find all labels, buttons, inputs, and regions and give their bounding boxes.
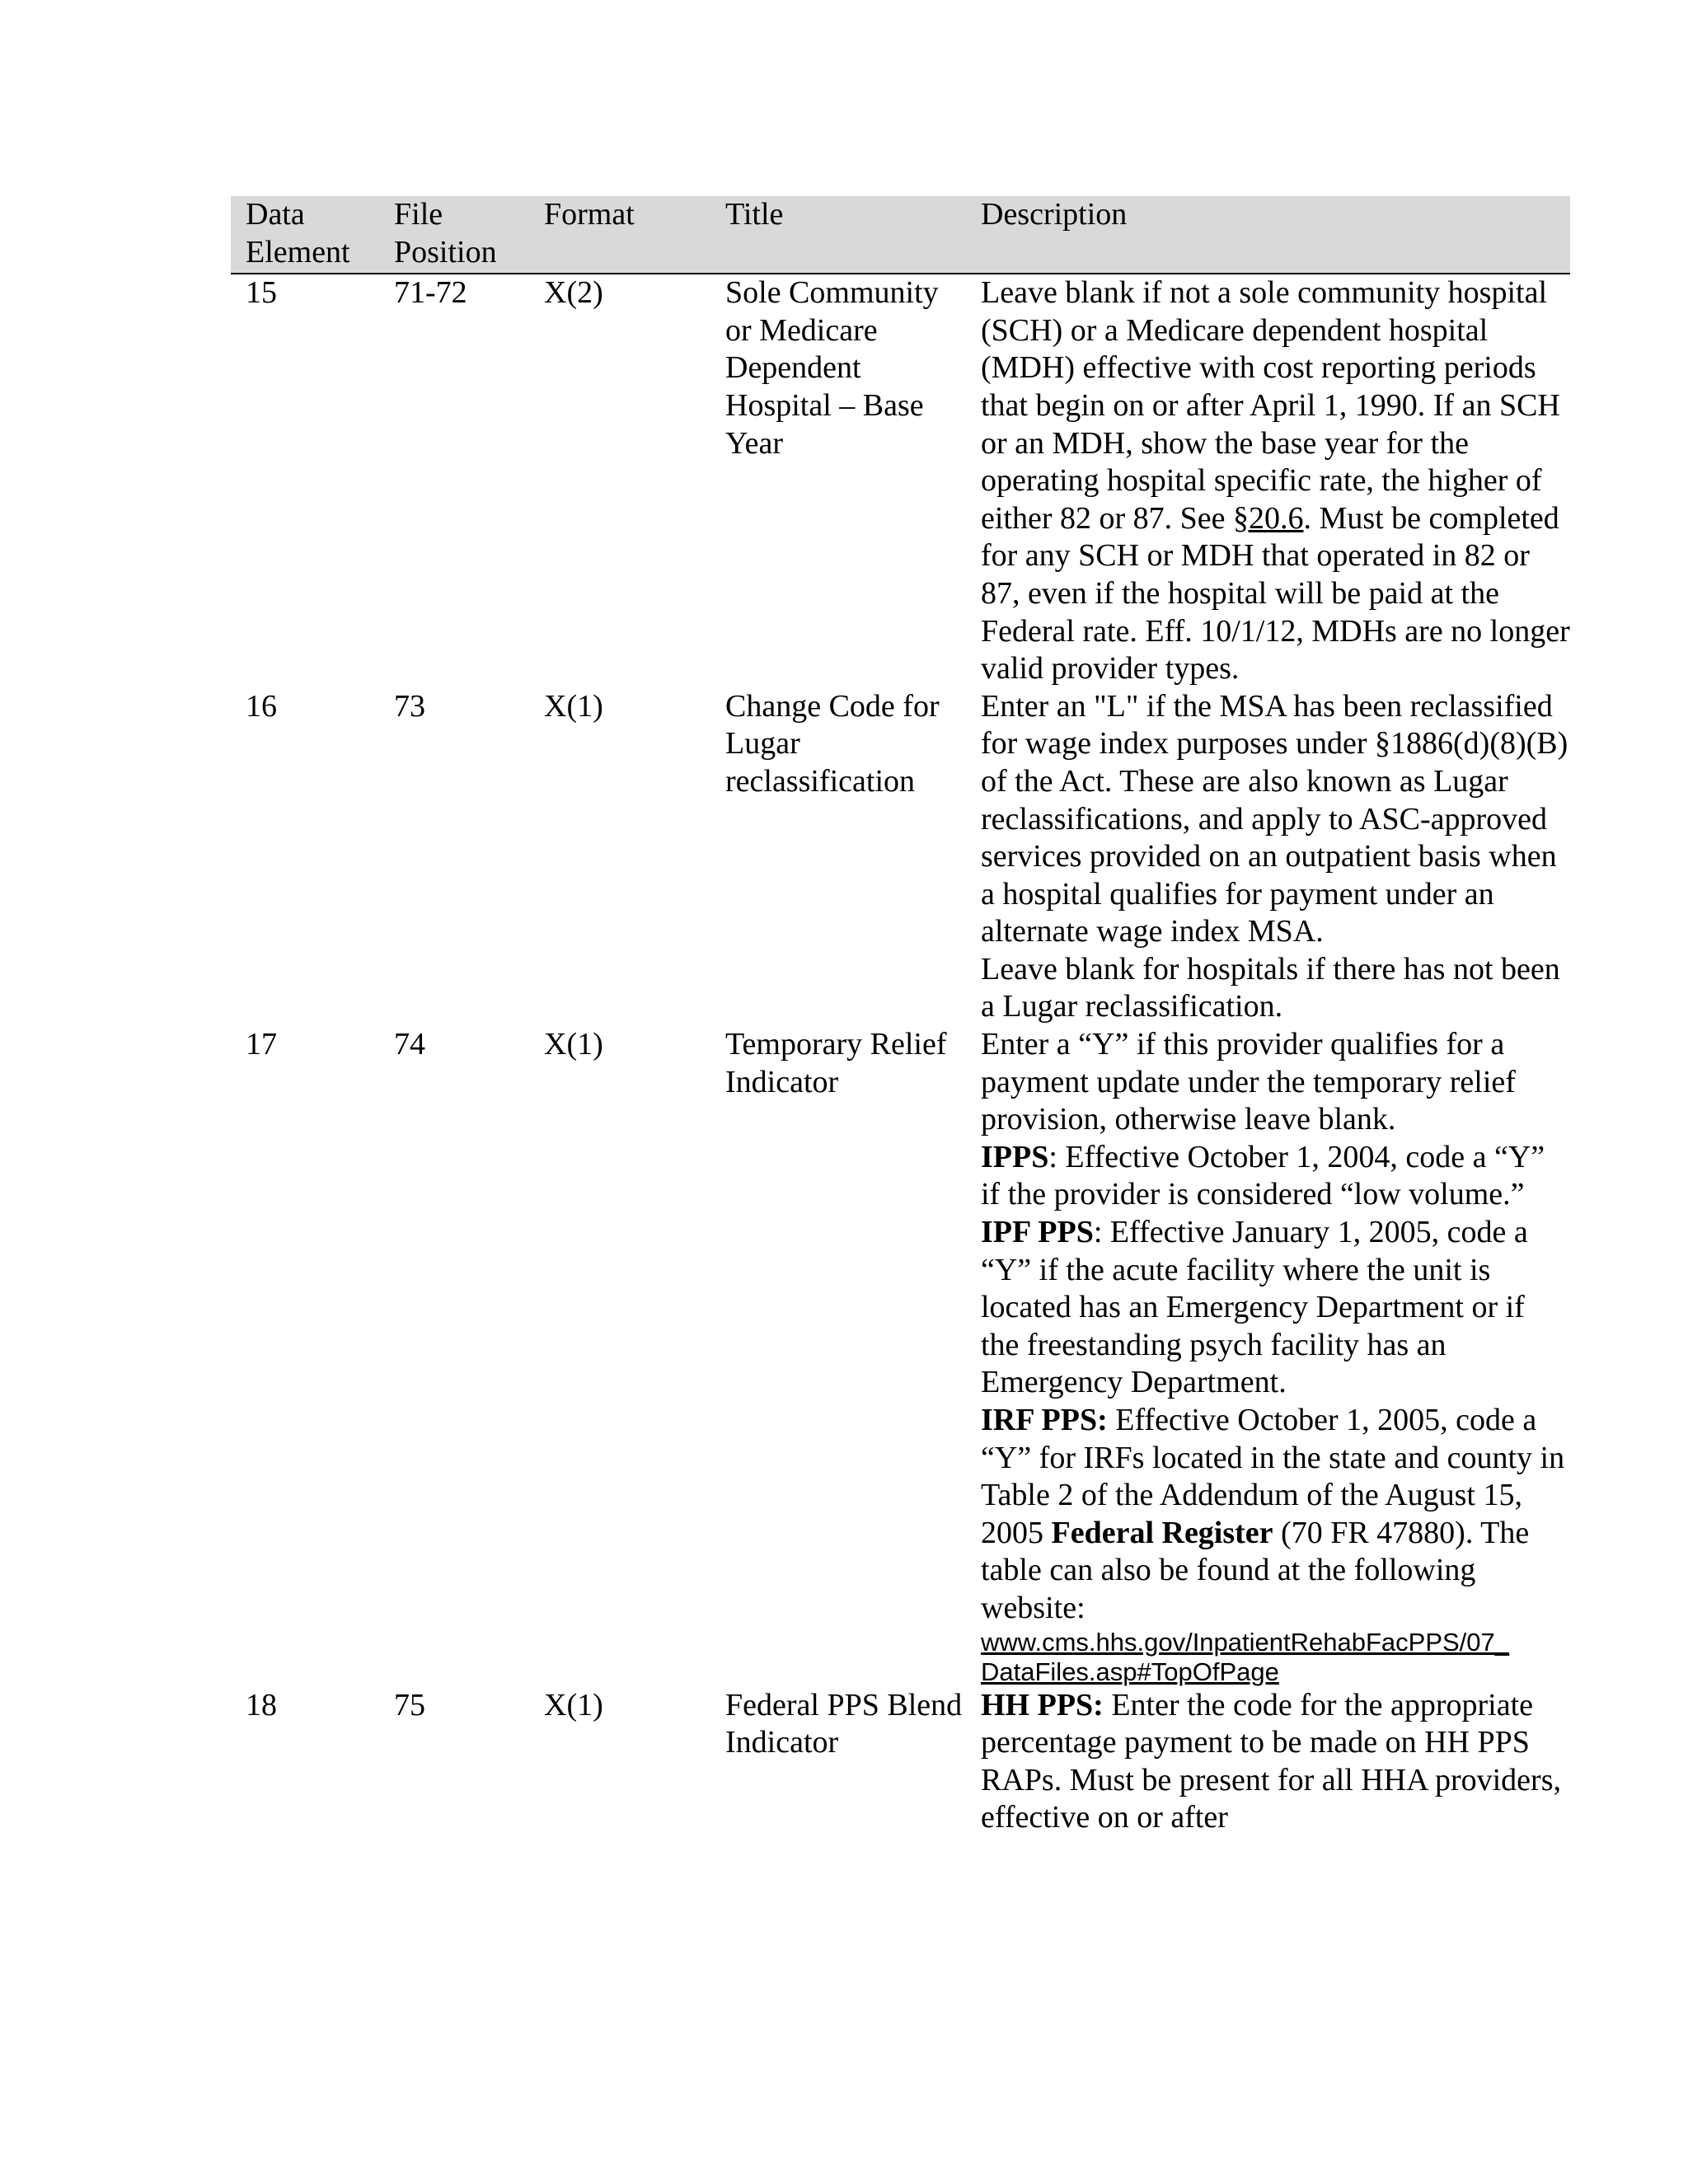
- irf-text: (70 FR 47880). The table can also be found at the following website:: [981, 1515, 1530, 1625]
- ipps-text: : Effective October 1, 2004, code a “Y” if the provider is considered “low volume.”: [981, 1139, 1545, 1212]
- table-row: [231, 1026, 1570, 1687]
- cell-description: [966, 688, 1570, 1026]
- ipf-label: IPF PPS: [981, 1215, 1094, 1250]
- cell-description: [966, 274, 1570, 688]
- cell-data-element: 16: [246, 688, 277, 724]
- cell-file-position: 73: [394, 688, 425, 724]
- ipps-label: IPPS: [981, 1139, 1049, 1174]
- ipps-paragraph: [981, 1139, 1570, 1214]
- federal-register-title: Federal Register: [1051, 1515, 1273, 1550]
- header-format: Format: [529, 196, 710, 274]
- cell-description: [966, 1026, 1570, 1687]
- header-data-element: [231, 196, 379, 274]
- description-paragraph: Enter an "L" if the MSA has been reclassified for wage index purposes under §1886(d)(8)(B) of the Act. These are also known as Lugar reclassifications, and apply to ASC-approved services provided on an outpatient basis when a hospital qualifies for payment under an alternate wage index MSA.: [981, 688, 1568, 949]
- cell-format: X(2): [544, 275, 603, 311]
- hh-pps-text: Enter the code for the appropriate percentage payment to be made on HH PPS RAPs. Must be present for all HHA providers, effective on or after: [981, 1687, 1561, 1835]
- header-title: Title: [710, 196, 966, 274]
- ipf-paragraph: [981, 1214, 1570, 1402]
- cell-format: X(1): [544, 1687, 603, 1722]
- cell-file-position: 75: [394, 1687, 425, 1722]
- irf-paragraph: [981, 1402, 1570, 1628]
- description-text: . Must be completed for any SCH or MDH that operated in 82 or 87, even if the hospital will be paid at the Federal rate. Eff. 10/1/12, MDHs are no longer valid provider types.: [981, 500, 1570, 687]
- description-text: Leave blank if not a sole community hospital (SCH) or a Medicare dependent hospital (MDH) effective with cost reporting periods that begin on or after April 1, 1990. If an SCH or an MDH, show the base year for the operating hospital specific rate, the higher of either 82 or 87. See: [981, 275, 1560, 536]
- table-row: [231, 688, 1570, 1026]
- cell-description: [966, 1687, 1570, 1837]
- description-paragraph: Leave blank for hospitals if there has not been a Lugar reclassification.: [981, 951, 1560, 1024]
- table-row: [231, 274, 1570, 688]
- header-file-position: [379, 196, 529, 274]
- cell-file-position: 74: [394, 1027, 425, 1062]
- header-data-element-line2: Element: [246, 234, 350, 269]
- cell-data-element: 17: [246, 1027, 277, 1062]
- table-row: [231, 1687, 1570, 1837]
- cell-data-element: 15: [246, 275, 277, 311]
- hh-pps-label: HH PPS:: [981, 1687, 1104, 1722]
- irf-text: Effective October 1, 2005, code a “Y” for IRFs located in the state and county in Table 2 of the Addendum of the August 15, 2005: [981, 1403, 1565, 1550]
- cell-data-element: 18: [246, 1687, 277, 1722]
- data-element-table: [231, 196, 1570, 1837]
- header-file-position-line1: File: [394, 197, 443, 232]
- cell-format: X(1): [544, 1027, 603, 1062]
- cell-title: Federal PPS Blend Indicator: [725, 1687, 963, 1760]
- header-row: [231, 196, 1570, 274]
- cell-title: Temporary Relief Indicator: [725, 1027, 947, 1099]
- irf-label: IRF PPS:: [981, 1403, 1108, 1437]
- cell-title: Change Code for Lugar reclassification: [725, 688, 940, 799]
- cell-title: Sole Community or Medicare Dependent Hospital – Base Year: [725, 275, 939, 461]
- header-description: Description: [966, 196, 1570, 274]
- cell-file-position: 71-72: [394, 275, 467, 311]
- section-reference-link[interactable]: §20.6: [1233, 500, 1304, 536]
- table-header: [231, 196, 1570, 274]
- cell-format: X(1): [544, 688, 603, 724]
- description-paragraph: Enter a “Y” if this provider qualifies for a payment update under the temporary relief provision, otherwise leave blank.: [981, 1027, 1516, 1137]
- table-body: [231, 274, 1570, 1837]
- ipf-text: : Effective January 1, 2005, code a “Y” if the acute facility where the unit is located has an Emergency Department or if the freestanding psych facility has an Emergency Department.: [981, 1215, 1528, 1400]
- website-link-line1[interactable]: www.cms.hhs.gov/InpatientRehabFacPPS/07_: [981, 1627, 1510, 1657]
- website-link-line2[interactable]: DataFiles.asp#TopOfPage: [981, 1657, 1279, 1686]
- website-link[interactable]: [981, 1628, 1570, 1687]
- header-file-position-line2: Position: [394, 234, 497, 269]
- header-data-element-line1: Data: [246, 197, 305, 232]
